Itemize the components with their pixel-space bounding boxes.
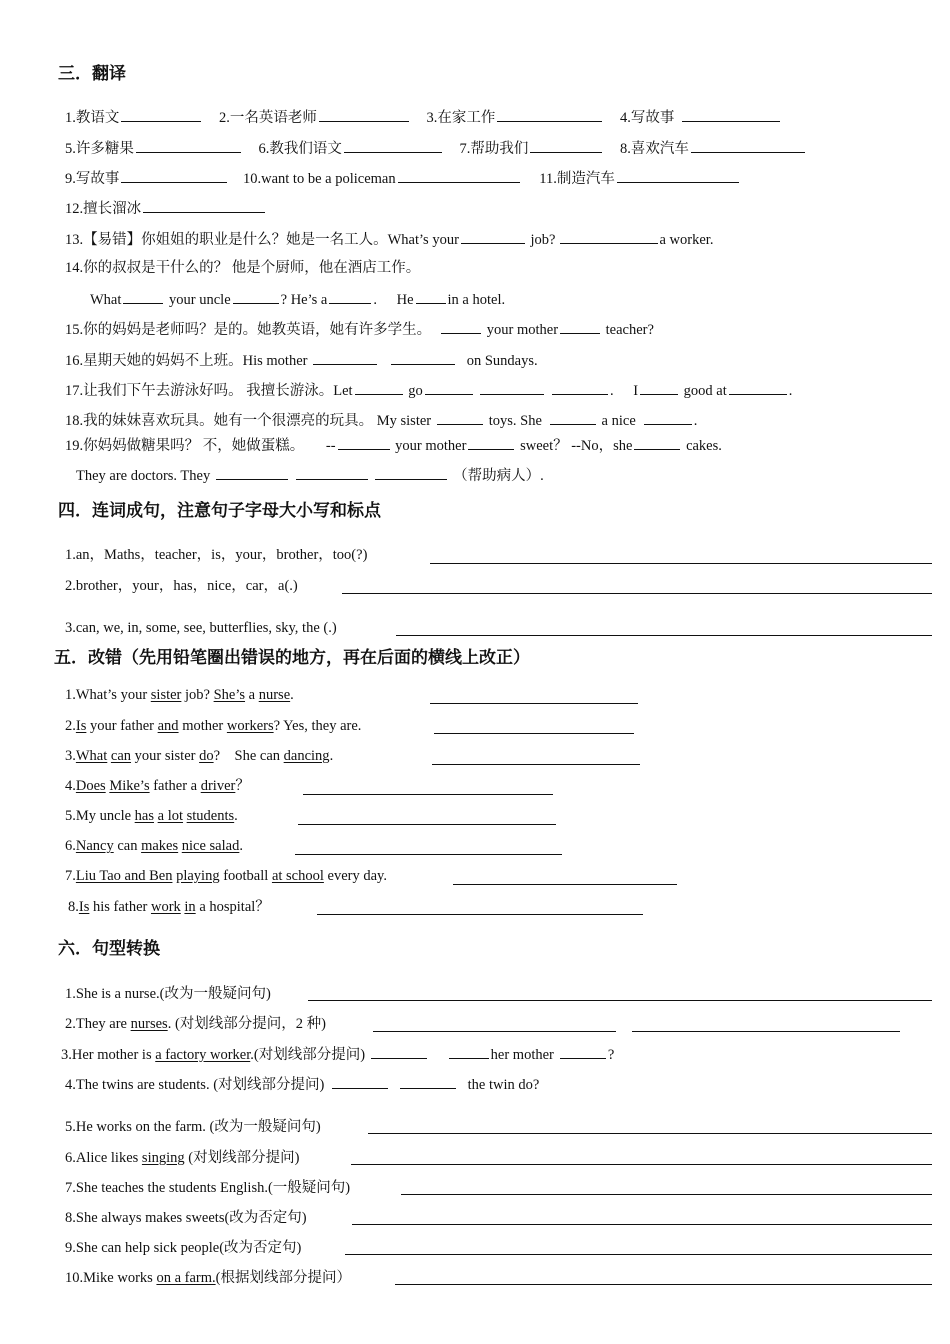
correction-item-4: 4.Does Mike’s father a driver？ (65, 778, 250, 794)
answer-line[interactable] (434, 733, 634, 734)
translate-row-1: 1.教语文 2.一名英语老师 3.在家工作 4.写故事 (65, 107, 782, 128)
transform-item-4: 4.The twins are students. (对划线部分提问) the twin do? (65, 1074, 539, 1095)
translate-row-3: 9.写故事 10.want to be a policeman 11.制造汽车 (65, 168, 741, 189)
section-3-title: 三．翻译 (58, 64, 126, 83)
translate-row-2: 5.许多糖果 6.教我们语文 7.帮助我们 8.喜欢汽车 (65, 138, 807, 159)
translate-row-4: 12.擅长溜冰 (65, 198, 267, 219)
question-18: 18.我的妹妹喜欢玩具。她有一个很漂亮的玩具。 My sister toys. She a nice . (65, 410, 697, 431)
answer-line[interactable] (396, 635, 932, 636)
section-5-title: 五．改错（先用铅笔圈出错误的地方，再在后面的横线上改正） (54, 648, 530, 667)
transform-item-10: 10.Mike works on a farm.(根据划线部分提问） (65, 1270, 351, 1286)
section-6-title: 六．句型转换 (58, 939, 160, 958)
transform-item-6: 6.Alice likes singing (对划线部分提问) (65, 1150, 300, 1166)
question-13: 13.【易错】你姐姐的职业是什么？她是一名工人。What’s your job? a worker. (65, 229, 713, 250)
transform-item-5: 5.He works on the farm. (改为一般疑问句) (65, 1119, 321, 1135)
answer-line[interactable] (308, 1000, 932, 1001)
question-19b: They are doctors. They （帮助病人）. (76, 465, 544, 486)
answer-line[interactable] (303, 794, 553, 795)
correction-item-3: 3.What can your sister do? She can dancing. (65, 748, 334, 764)
question-19: 19.你妈妈做糖果吗？ 不，她做蛋糕。 -- your mother sweet？ --No，she cakes. (65, 435, 722, 456)
transform-item-2: 2.They are nurses. (对划线部分提问，2 种) (65, 1016, 326, 1032)
answer-line[interactable] (373, 1031, 616, 1032)
answer-line[interactable] (401, 1194, 932, 1195)
transform-item-7: 7.She teaches the students English.(一般疑问句) (65, 1180, 351, 1196)
reorder-item-1: 1.an，Maths，teacher，is，your，brother，too(?) (65, 547, 368, 563)
correction-item-1: 1.What’s your sister job? She’s a nurse. (65, 687, 294, 703)
question-14-cn: 14.你的叔叔是干什么的？ 他是个厨师，他在酒店工作。 (65, 260, 421, 276)
answer-line[interactable] (453, 884, 677, 885)
answer-line[interactable] (295, 854, 562, 855)
transform-item-8: 8.She always makes sweets(改为否定句) (65, 1210, 307, 1226)
question-14-en: What your uncle ? He’s a . He in a hotel. (90, 289, 505, 310)
answer-line[interactable] (345, 1254, 932, 1255)
answer-line[interactable] (317, 914, 643, 915)
question-16: 16.星期天她的妈妈不上班。His mother on Sundays. (65, 350, 538, 371)
question-15: 15.你的妈妈是老师吗？是的。她教英语，她有许多学生。 your mother teacher? (65, 319, 654, 340)
transform-item-9: 9.She can help sick people(改为否定句) (65, 1240, 302, 1256)
transform-item-1: 1.She is a nurse.(改为一般疑问句) (65, 986, 271, 1002)
answer-line[interactable] (430, 703, 638, 704)
reorder-item-3: 3.can, we, in, some, see, butterflies, sky, the (.) (65, 620, 337, 636)
correction-item-5: 5.My uncle has a lot students. (65, 808, 238, 824)
answer-line[interactable] (352, 1224, 932, 1225)
answer-line[interactable] (430, 563, 932, 564)
answer-line[interactable] (342, 593, 932, 594)
correction-item-2: 2.Is your father and mother workers? Yes, they are. (65, 718, 362, 734)
correction-item-8: 8.Is his father work in a hospital？ (68, 899, 270, 915)
question-17: 17.让我们下午去游泳好吗。 我擅长游泳。Let go . I good at . (65, 380, 792, 401)
correction-item-6: 6.Nancy can makes nice salad. (65, 838, 243, 854)
transform-item-3: 3.Her mother is a factory worker.(对划线部分提问) her mother ? (61, 1044, 614, 1065)
answer-line[interactable] (298, 824, 556, 825)
answer-line[interactable] (395, 1284, 932, 1285)
answer-line[interactable] (432, 764, 640, 765)
correction-item-7: 7.Liu Tao and Ben playing football at school every day. (65, 868, 387, 884)
reorder-item-2: 2.brother，your，has，nice，car，a(.) (65, 578, 298, 594)
answer-line[interactable] (632, 1031, 900, 1032)
answer-line[interactable] (368, 1133, 932, 1134)
answer-line[interactable] (351, 1164, 932, 1165)
section-4-title: 四．连词成句，注意句子字母大小写和标点 (58, 501, 381, 520)
